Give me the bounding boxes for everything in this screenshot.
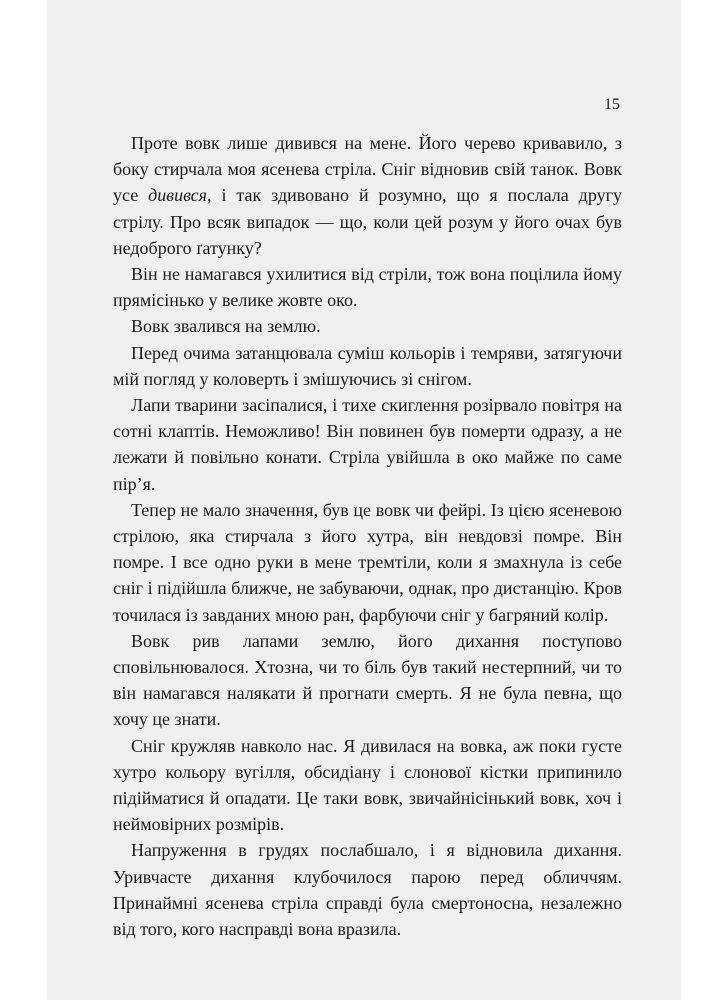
paragraph-9: Напруження в грудях послабшало, і я відновила дихання. Уривчасте дихання клубочилося парою перед обличчям. Принаймні ясенева стріла справді була смертоносна, незалежно від того, кого насправді вона вразила. (113, 840, 622, 940)
paragraph-7: Вовк рив лапами землю, його дихання поступово сповільнювалося. Хтозна, чи то біль був такий нестерпний, чи то він намагався налякати й прогнати смерть. Я не була певна, що хочу це знати. (113, 630, 622, 730)
paragraph-2: Він не намагався ухилитися від стріли, тож вона поцілила йому прямісінько у велике жовте око. (113, 264, 622, 311)
paragraph-8: Сніг кружляв навколо нас. Я дивилася на вовка, аж поки густе хутро кольору вугілля, обсидіану і слонової кістки припинило підійматися й опадати. Це таки вовк, звичайнісінький вовк, хоч і неймовірних розмірів. (113, 735, 622, 835)
paragraph-4: Перед очима затанцювала суміш кольорів і темряви, затягуючи мій погляд у коловерть і змішуючись зі снігом. (113, 342, 622, 389)
paragraph-1-text-after: , і так здивовано й розумно, що я послала другу стрілу. Про всяк випадок — що, коли цей розум у його очах був недоброго ґатунку? (113, 185, 622, 258)
paragraph-1-emphasis: дивився (148, 185, 208, 206)
paragraph-1 (113, 130, 622, 261)
body-text (113, 130, 622, 942)
paragraph-6: Тепер не мало значення, був це вовк чи фейрі. Із цією ясеневою стрілою, яка стирчала з його хутра, він невдовзі помре. Він помре. І все одно руки в мене тремтіли, коли я змахнула із себе сніг і підійшла ближче, не забуваючи, однак, про дистанцію. Кров точилася із завданих мною ран, фарбуючи сніг у багряний колір. (113, 499, 622, 625)
page-number: 15 (604, 96, 620, 113)
paragraph-3: Вовк звалився на землю. (131, 316, 321, 337)
paragraph-1-text-before: Проте вовк лише дивився на мене. Його черево кривавило, з боку стирчала моя ясенева стріла. Сніг відновив свій танок. Вовк усе (113, 133, 622, 206)
paragraph-5: Лапи тварини засіпалися, і тихе скиглення розірвало повітря на сотні клаптів. Неможливо! Він повинен був померти одразу, а не лежати й повільно конати. Стріла увійшла в око майже по саме пір’я. (113, 395, 622, 494)
